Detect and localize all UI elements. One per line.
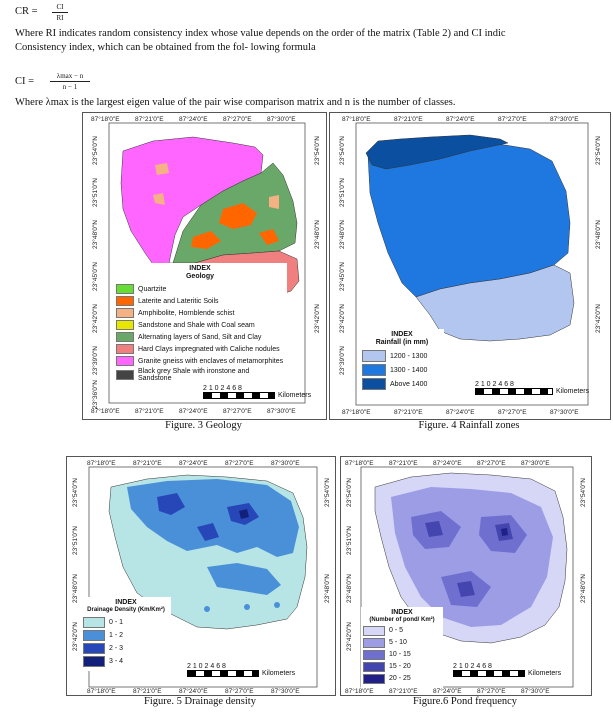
ci-denominator: n − 1 xyxy=(62,83,78,91)
legend-item: Alternating layers of Sand, Silt and Clay xyxy=(116,332,284,342)
legend-item: 1200 - 1300 xyxy=(362,350,442,362)
legend-item: 1300 - 1400 xyxy=(362,364,442,376)
drainage-dot xyxy=(274,602,280,608)
legend-item: Black grey Shale with ironstone and Sandstone xyxy=(116,368,284,382)
lon-label: 87°24'0"E xyxy=(179,688,208,695)
legend-item: Granite gneiss with enclaves of metamorphites xyxy=(116,356,284,366)
lon-label: 87°30'0"E xyxy=(271,688,300,695)
legend-swatch xyxy=(83,630,105,641)
legend-item: 0 - 1 xyxy=(83,617,169,628)
drainage-dot xyxy=(204,606,210,612)
figure-6-caption: Figure.6 Pond frequency xyxy=(412,696,518,707)
cr-fraction xyxy=(52,3,68,22)
lon-label: 87°27'0"E xyxy=(477,460,506,467)
lat-label: 23°54'0"N xyxy=(72,478,79,507)
legend-swatch xyxy=(116,344,134,354)
lon-label: 87°30'0"E xyxy=(521,460,550,467)
cr-label: CR = xyxy=(15,6,38,17)
lon-label: 87°21'0"E xyxy=(133,460,162,467)
lat-label: 23°48'0"N xyxy=(324,574,331,603)
lat-label: 23°42'0"N xyxy=(314,304,321,333)
lon-label: 87°30'0"E xyxy=(550,116,579,123)
legend-item: Sandstone and Shale with Coal seam xyxy=(116,320,284,330)
scale-bar xyxy=(475,381,589,395)
lon-label: 87°21'0"E xyxy=(389,688,418,695)
legend-item: 3 - 4 xyxy=(83,656,169,667)
legend-swatch xyxy=(363,662,385,672)
lat-label: 23°42'0"N xyxy=(595,304,602,333)
cr-numerator: CI xyxy=(56,3,64,11)
legend-title: INDEX xyxy=(391,609,413,616)
lat-label: 23°51'0"N xyxy=(339,178,346,207)
lat-label: 23°54'0"N xyxy=(314,136,321,165)
lat-label: 23°48'0"N xyxy=(580,574,587,603)
pond-class-20-25-zone xyxy=(501,528,508,536)
scale-unit: Kilometers xyxy=(556,388,590,395)
lat-label: 23°48'0"N xyxy=(339,220,346,249)
lat-label: 23°39'0"N xyxy=(92,346,99,375)
legend-item: 10 - 15 xyxy=(363,650,441,660)
lat-label: 23°54'0"N xyxy=(595,136,602,165)
legend-swatch xyxy=(362,364,386,376)
lat-label: 23°54'0"N xyxy=(92,136,99,165)
figure-5-caption: Figure. 5 Drainage density xyxy=(144,696,256,707)
cr-denominator: RI xyxy=(56,14,64,22)
legend-item: 2 - 3 xyxy=(83,643,169,654)
legend-item: 1 - 2 xyxy=(83,630,169,641)
lon-label: 87°27'0"E xyxy=(498,116,527,123)
pond-legend xyxy=(361,607,443,688)
legend-item: 15 - 20 xyxy=(363,662,441,672)
lon-label: 87°18'0"E xyxy=(91,408,120,415)
geology-amphibolite-patch xyxy=(155,163,169,175)
lon-label: 87°21'0"E xyxy=(135,408,164,415)
pond-map-panel xyxy=(340,456,592,696)
scale-bar xyxy=(203,385,311,399)
legend-subtitle: Geology xyxy=(185,273,214,281)
legend-item: 20 - 25 xyxy=(363,674,441,684)
legend-swatch xyxy=(83,656,105,667)
legend-swatch xyxy=(116,332,134,342)
lon-label: 87°24'0"E xyxy=(446,116,475,123)
paragraph-line-3: Where λmax is the largest eigen value of the pair wise comparison matrix and n is the number of classes. xyxy=(15,97,456,108)
legend-swatch xyxy=(83,617,105,628)
figure-3-caption: Figure. 3 Geology xyxy=(165,420,242,431)
legend-title: INDEX xyxy=(391,331,413,338)
lon-label: 87°27'0"E xyxy=(223,116,252,123)
lat-label: 23°51'0"N xyxy=(72,526,79,555)
scale-ticks: 2 1 0 2 4 6 8 xyxy=(475,381,514,388)
legend-subtitle: Rainfall (in mm) xyxy=(375,339,429,347)
figure-4-caption: Figure. 4 Rainfall zones xyxy=(418,420,520,431)
legend-swatch xyxy=(116,296,134,306)
drainage-legend xyxy=(81,597,171,671)
ci-label: CI = xyxy=(15,76,35,87)
lon-label: 87°27'0"E xyxy=(477,688,506,695)
legend-swatch xyxy=(362,350,386,362)
lon-label: 87°27'0"E xyxy=(225,460,254,467)
lat-label: 23°45'0"N xyxy=(339,262,346,291)
lon-label: 87°30'0"E xyxy=(267,408,296,415)
scale-ticks: 2 1 0 2 4 6 8 xyxy=(187,663,226,670)
legend-swatch xyxy=(363,626,385,636)
lon-label: 87°18'0"E xyxy=(87,688,116,695)
rainfall-map-panel xyxy=(329,112,611,420)
lon-label: 87°30'0"E xyxy=(521,688,550,695)
lon-label: 87°18'0"E xyxy=(91,116,120,123)
drainage-dot xyxy=(244,604,250,610)
lon-label: 87°24'0"E xyxy=(179,408,208,415)
lon-label: 87°18'0"E xyxy=(342,116,371,123)
paragraph-line-2: Consistency index, which can be obtained from the fol- lowing formula xyxy=(15,42,316,53)
lon-label: 87°27'0"E xyxy=(498,409,527,416)
legend-item: Above 1400 xyxy=(362,378,442,390)
lat-label: 23°54'0"N xyxy=(339,136,346,165)
rainfall-legend xyxy=(360,329,444,394)
lat-label: 23°36'0"N xyxy=(92,380,99,409)
legend-title: INDEX xyxy=(189,265,211,272)
lat-label: 23°42'0"N xyxy=(346,622,353,651)
lon-label: 87°21'0"E xyxy=(394,409,423,416)
legend-swatch xyxy=(363,650,385,660)
legend-swatch xyxy=(116,356,134,366)
legend-item: Amphibolite, Hornblende schist xyxy=(116,308,284,318)
legend-item: 5 - 10 xyxy=(363,638,441,648)
legend-item: Hard Clays impregnated with Caliche nodules xyxy=(116,344,284,354)
lon-label: 87°30'0"E xyxy=(267,116,296,123)
lon-label: 87°18'0"E xyxy=(345,688,374,695)
legend-title: INDEX xyxy=(115,599,137,606)
lon-label: 87°21'0"E xyxy=(389,460,418,467)
lon-label: 87°27'0"E xyxy=(223,408,252,415)
ci-fraction xyxy=(50,72,90,91)
lat-label: 23°42'0"N xyxy=(92,304,99,333)
lon-label: 87°24'0"E xyxy=(179,460,208,467)
legend-swatch xyxy=(116,320,134,330)
lon-label: 87°18'0"E xyxy=(87,460,116,467)
lon-label: 87°21'0"E xyxy=(133,688,162,695)
lat-label: 23°39'0"N xyxy=(339,346,346,375)
paragraph-line-1: Where RI indicates random consistency index whose value depends on the order of the matrix (Table 2) and CI indic xyxy=(15,28,506,39)
scale-ticks: 2 1 0 2 4 6 8 xyxy=(203,385,242,392)
legend-swatch xyxy=(116,284,134,294)
legend-swatch xyxy=(362,378,386,390)
lat-label: 23°48'0"N xyxy=(92,220,99,249)
lat-label: 23°54'0"N xyxy=(324,478,331,507)
drainage-map-panel xyxy=(66,456,336,696)
geology-legend xyxy=(113,263,287,386)
lat-label: 23°54'0"N xyxy=(346,478,353,507)
lat-label: 23°48'0"N xyxy=(314,220,321,249)
legend-swatch xyxy=(363,674,385,684)
legend-item: Quartzite xyxy=(116,284,284,294)
lat-label: 23°54'0"N xyxy=(580,478,587,507)
scale-unit: Kilometers xyxy=(262,670,296,677)
legend-swatch xyxy=(116,370,134,380)
lat-label: 23°51'0"N xyxy=(346,526,353,555)
scale-unit: Kilometers xyxy=(278,392,312,399)
legend-item: Laterite and Lateritic Soils xyxy=(116,296,284,306)
legend-swatch xyxy=(116,308,134,318)
scale-bar xyxy=(453,663,561,677)
lon-label: 87°24'0"E xyxy=(179,116,208,123)
lon-label: 87°30'0"E xyxy=(271,460,300,467)
lat-label: 23°48'0"N xyxy=(346,574,353,603)
lon-label: 87°21'0"E xyxy=(135,116,164,123)
legend-subtitle: Drainage Density (Km/Km²) xyxy=(87,607,165,614)
geology-map-panel xyxy=(82,112,327,420)
lon-label: 87°24'0"E xyxy=(433,688,462,695)
lon-label: 87°21'0"E xyxy=(394,116,423,123)
legend-swatch xyxy=(83,643,105,654)
lon-label: 87°30'0"E xyxy=(550,409,579,416)
lon-label: 87°18'0"E xyxy=(342,409,371,416)
legend-subtitle: (Number of pond/ Km²) xyxy=(369,617,435,624)
scale-ticks: 2 1 0 2 4 6 8 xyxy=(453,663,492,670)
lat-label: 23°42'0"N xyxy=(339,304,346,333)
scale-bar xyxy=(187,663,295,677)
legend-swatch xyxy=(363,638,385,648)
geology-amphibolite-patch xyxy=(269,195,279,209)
lon-label: 87°27'0"E xyxy=(225,688,254,695)
lat-label: 23°48'0"N xyxy=(72,574,79,603)
lon-label: 87°18'0"E xyxy=(345,460,374,467)
lat-label: 23°48'0"N xyxy=(595,220,602,249)
legend-item: 0 - 5 xyxy=(363,626,441,636)
lat-label: 23°42'0"N xyxy=(72,622,79,651)
lon-label: 87°24'0"E xyxy=(433,460,462,467)
lon-label: 87°24'0"E xyxy=(446,409,475,416)
lat-label: 23°45'0"N xyxy=(92,262,99,291)
scale-unit: Kilometers xyxy=(528,670,562,677)
lat-label: 23°51'0"N xyxy=(92,178,99,207)
ci-numerator: λmax − n xyxy=(56,72,84,80)
